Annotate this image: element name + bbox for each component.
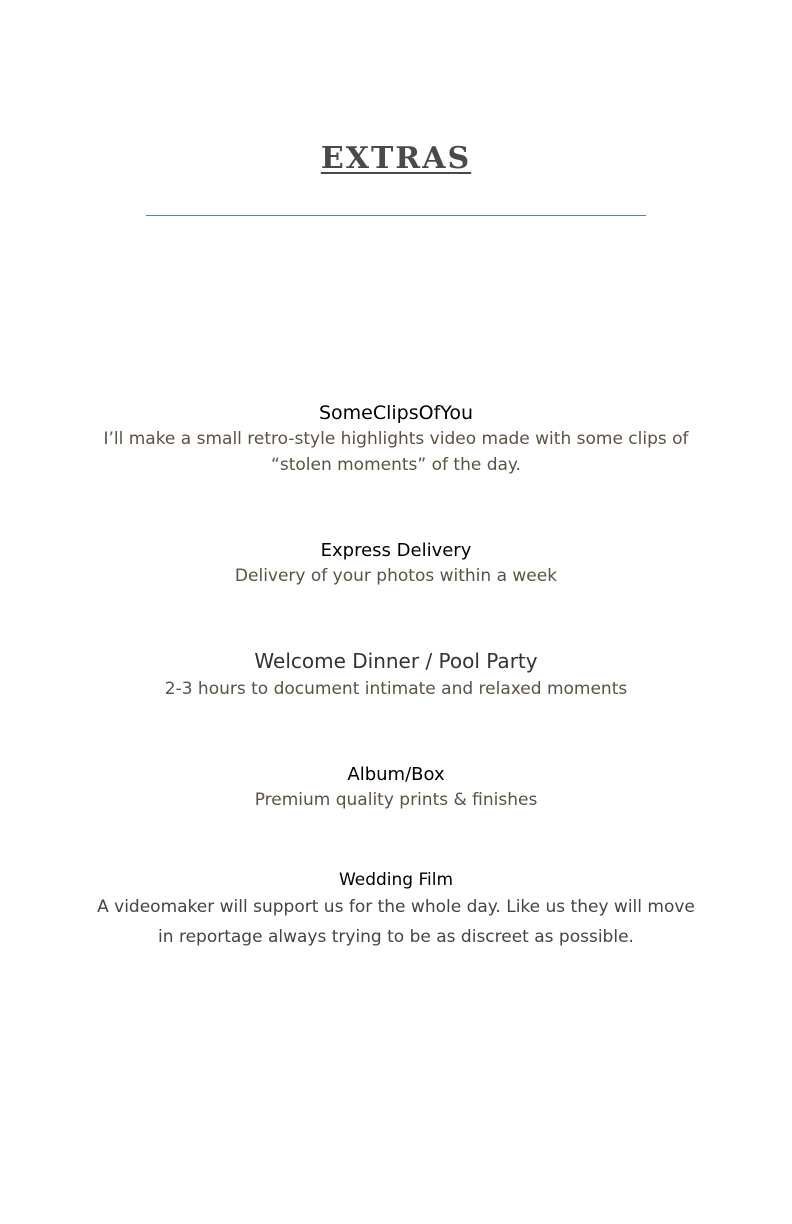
extra-item-description: A videomaker will support us for the whole day. Like us they will move in reportage always trying to be as discreet as possible. bbox=[97, 897, 695, 947]
extra-item-album-box bbox=[0, 763, 792, 813]
extra-item-welcome-dinner bbox=[0, 648, 792, 703]
extra-item-name: SomeClipsOfYou bbox=[318, 402, 474, 424]
extra-item-name: Album/Box bbox=[347, 764, 445, 785]
extra-item-some-clips-of-you bbox=[0, 400, 792, 478]
page-title: EXTRAS bbox=[320, 141, 472, 176]
extra-item-wedding-film bbox=[0, 868, 792, 952]
title-divider bbox=[146, 215, 646, 216]
extra-item-description: Premium quality prints & finishes bbox=[254, 790, 538, 810]
extra-item-description: I’ll make a small retro-style highlights video made with some clips of “stolen moments” of the day. bbox=[103, 429, 689, 475]
extra-item-name: Express Delivery bbox=[320, 540, 472, 561]
extra-item-name: Wedding Film bbox=[338, 870, 454, 890]
extra-item-description: 2-3 hours to document intimate and relaxed moments bbox=[164, 679, 628, 699]
extra-item-name: Welcome Dinner / Pool Party bbox=[254, 649, 538, 673]
extra-item-express-delivery bbox=[0, 539, 792, 589]
extra-item-description: Delivery of your photos within a week bbox=[234, 566, 558, 586]
